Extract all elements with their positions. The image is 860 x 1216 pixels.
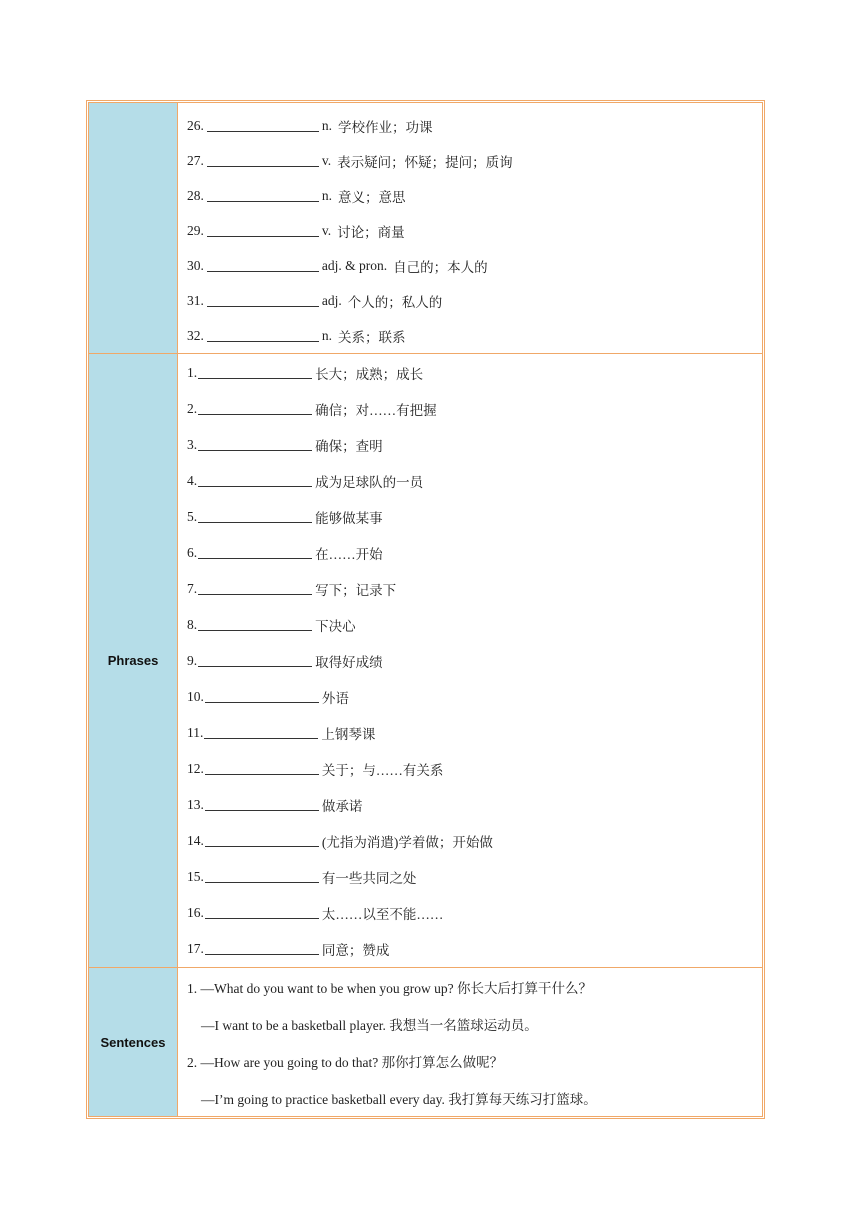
phrase-item: 15. 有一些共同之处 (187, 869, 417, 886)
phrase-item: 16. 太……以至不能…… (187, 905, 444, 922)
phrases-label: Phrases (89, 354, 178, 967)
phrase-item: 13. 做承诺 (187, 797, 363, 814)
words-label-cell (89, 103, 178, 353)
phrase-item: 11. 上钢琴课 (187, 725, 376, 742)
answer-blank[interactable] (205, 691, 319, 703)
phrase-item: 7. 写下；记录下 (187, 581, 397, 598)
phrases-content (178, 354, 762, 967)
answer-blank[interactable] (207, 190, 319, 202)
answer-blank[interactable] (207, 330, 319, 342)
word-item: 30. adj. & pron. 自己的；本人的 (187, 257, 488, 275)
answer-blank[interactable] (205, 835, 319, 847)
sentences-row (89, 967, 762, 1116)
phrase-item: 2. 确信；对……有把握 (187, 401, 437, 418)
phrase-item: 10. 外语 (187, 689, 349, 706)
words-row (89, 103, 762, 353)
answer-blank[interactable] (198, 439, 312, 451)
answer-blank[interactable] (205, 871, 319, 883)
word-item: 26. n. 学校作业；功课 (187, 117, 433, 135)
answer-blank[interactable] (198, 547, 312, 559)
phrase-item: 3. 确保；查明 (187, 437, 383, 454)
answer-blank[interactable] (207, 120, 319, 132)
answer-blank[interactable] (205, 799, 319, 811)
answer-blank[interactable] (205, 763, 319, 775)
sentence-item: —I want to be a basketball player. 我想当一名篮球运动员。 (201, 1017, 538, 1033)
phrase-item: 8. 下决心 (187, 617, 356, 634)
phrases-row (89, 353, 762, 967)
sentence-item: 2. —How are you going to do that? 那你打算怎么做呢？ (187, 1054, 504, 1070)
word-item: 32. n. 关系；联系 (187, 327, 406, 345)
word-item: 31. adj. 个人的；私人的 (187, 292, 443, 310)
answer-blank[interactable] (198, 403, 312, 415)
sentences-content (178, 968, 762, 1116)
phrase-item: 5. 能够做某事 (187, 509, 383, 526)
answer-blank[interactable] (205, 943, 319, 955)
phrase-item: 12. 关于；与……有关系 (187, 761, 444, 778)
sentence-item: —I’m going to practice basketball every day. 我打算每天练习打篮球。 (201, 1091, 597, 1107)
answer-blank[interactable] (198, 475, 312, 487)
answer-blank[interactable] (207, 155, 319, 167)
vocabulary-table (86, 100, 765, 1119)
phrase-item: 4. 成为足球队的一员 (187, 473, 424, 490)
answer-blank[interactable] (198, 583, 312, 595)
answer-blank[interactable] (207, 260, 319, 272)
sentence-item: 1. —What do you want to be when you grow up? 你长大后打算干什么？ (187, 980, 592, 996)
answer-blank[interactable] (207, 295, 319, 307)
word-item: 29. v. 讨论；商量 (187, 222, 405, 240)
phrase-item: 6. 在……开始 (187, 545, 383, 562)
answer-blank[interactable] (205, 907, 319, 919)
phrase-item: 14. (尤指为消遣)学着做；开始做 (187, 833, 493, 850)
phrase-item: 17. 同意；赞成 (187, 941, 390, 958)
answer-blank[interactable] (198, 619, 312, 631)
word-item: 27. v. 表示疑问；怀疑；提问；质询 (187, 152, 513, 170)
phrase-item: 9. 取得好成绩 (187, 653, 383, 670)
answer-blank[interactable] (198, 655, 312, 667)
sentences-label: Sentences (89, 968, 178, 1116)
answer-blank[interactable] (204, 727, 318, 739)
phrase-item: 1. 长大；成熟；成长 (187, 365, 424, 382)
answer-blank[interactable] (207, 225, 319, 237)
words-content (178, 103, 762, 353)
answer-blank[interactable] (198, 367, 312, 379)
word-item: 28. n. 意义；意思 (187, 187, 406, 205)
answer-blank[interactable] (198, 511, 312, 523)
